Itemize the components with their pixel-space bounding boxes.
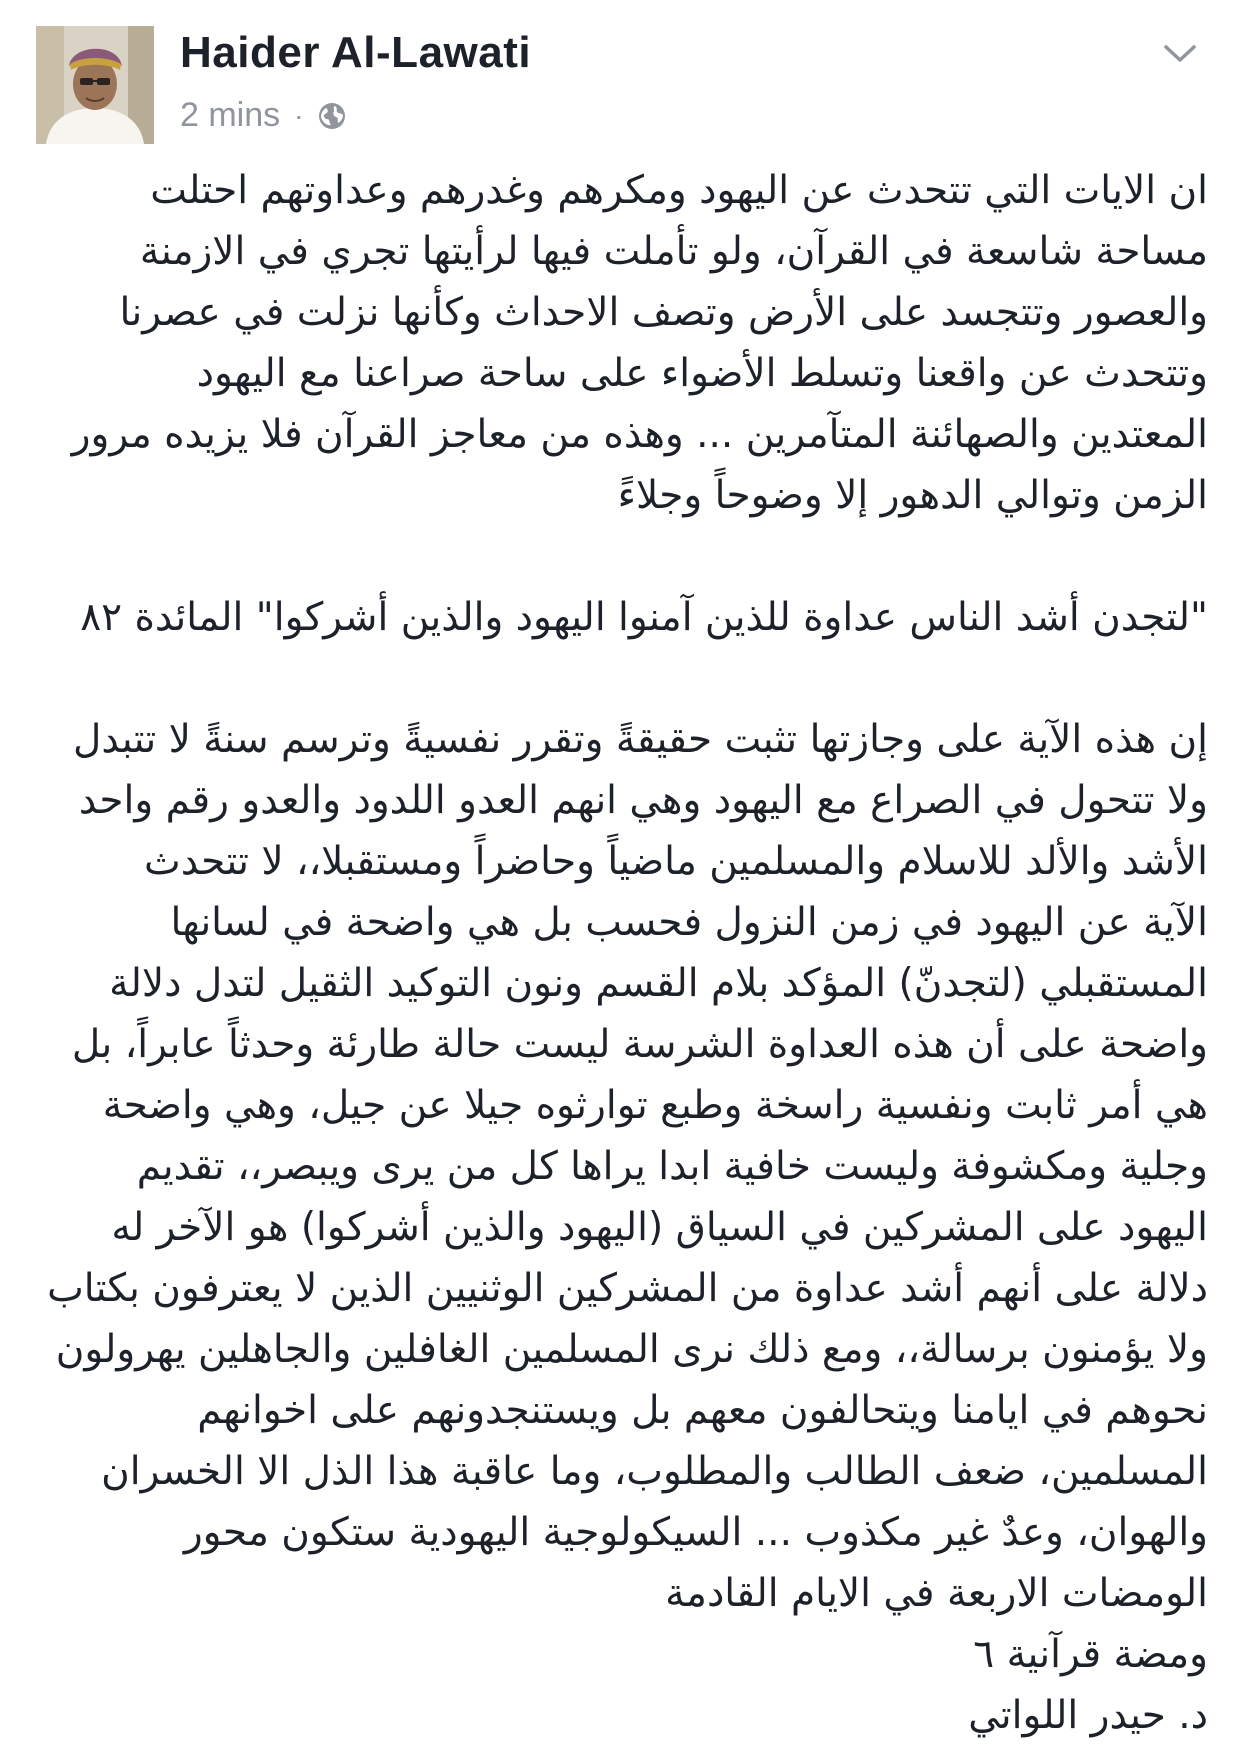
body-line: وجلية ومكشوفة وليست خافية ابدا يراها كل من يرى ويبصر،، تقديم	[136, 1144, 1208, 1189]
post-body	[44, 160, 1208, 1746]
body-line: والعصور وتتجسد على الأرض وتصف الاحداث وكأنها نزلت في عصرنا	[119, 290, 1208, 335]
avatar[interactable]	[36, 26, 154, 144]
meta-separator: ·	[294, 99, 304, 131]
body-line: والهوان، وعدٌ غير مكذوب ... السيكولوجية اليهودية ستكون محور	[183, 1510, 1208, 1555]
verse-line: "لتجدن أشد الناس عداوة للذين آمنوا اليهود والذين أشركوا" المائدة ٨٢	[80, 595, 1208, 640]
body-line: ولا يؤمنون برسالة،، ومع ذلك نرى المسلمين الغافلين والجاهلين يهرولون	[55, 1327, 1208, 1372]
body-line: نحوهم في ايامنا ويتحالفون معهم بل ويستنجدونهم على اخوانهم	[197, 1388, 1208, 1433]
paragraph-gap	[44, 526, 1208, 587]
body-line: دلالة على أنهم أشد عداوة من المشركين الوثنيين الذين لا يعترفون بكتاب	[47, 1266, 1208, 1311]
chevron-down-icon[interactable]	[1160, 38, 1200, 68]
post-header	[0, 0, 1242, 160]
body-line: الأشد والألد للاسلام والمسلمين ماضياً وحاضراً ومستقبلا،، لا تتحدث	[143, 839, 1208, 884]
body-line: المسلمين، ضعف الطالب والمطلوب، وما عاقبة هذا الذل الا الخسران	[101, 1449, 1208, 1494]
author-name[interactable]: Haider Al-Lawati	[180, 28, 532, 77]
body-line: مساحة شاسعة في القرآن، ولو تأملت فيها لرأيتها تجري في الازمنة	[139, 229, 1208, 274]
body-line: الومضات الاربعة في الايام القادمة	[665, 1571, 1208, 1616]
body-line: المستقبلي (لتجدنّ) المؤكد بلام القسم ونون التوكيد الثقيل لتدل دلالة	[109, 961, 1208, 1006]
paragraph-commentary	[44, 709, 1208, 1746]
body-line: ولا تتحول في الصراع مع اليهود وهي انهم العدو اللدود والعدو رقم واحد	[78, 778, 1208, 823]
quoted-verse	[44, 587, 1208, 648]
body-line: إن هذه الآية على وجازتها تثبت حقيقةً وتقرر نفسيةً وترسم سنةً لا تتبدل	[73, 717, 1208, 762]
body-line: واضحة على أن هذه العداوة الشرسة ليست حالة طارئة وحدثاً عابراً، بل	[71, 1022, 1208, 1067]
body-line: وتتحدث عن واقعنا وتسلط الأضواء على ساحة صراعنا مع اليهود	[196, 351, 1208, 396]
body-line: المعتدين والصهائنة المتآمرين ... وهذه من معاجز القرآن فلا يزيده مرور	[71, 412, 1208, 457]
author-signature: د. حيدر اللواتي	[968, 1693, 1208, 1738]
body-line: ان الايات التي تتحدث عن اليهود ومكرهم وغدرهم وعداوتهم احتلت	[150, 168, 1208, 213]
body-line: الآية عن اليهود في زمن النزول فحسب بل هي واضحة في لسانها	[170, 900, 1208, 945]
body-line: الزمن وتوالي الدهور إلا وضوحاً وجلاءً	[617, 473, 1208, 518]
body-line: اليهود على المشركين في السياق (اليهود والذين أشركوا) هو الآخر له	[111, 1205, 1208, 1250]
paragraph-gap	[44, 648, 1208, 709]
paragraph-intro	[44, 160, 1208, 526]
timestamp[interactable]: 2 mins	[180, 96, 281, 134]
body-line: هي أمر ثابت ونفسية راسخة وطبع توارثوه جيلا عن جيل، وهي واضحة	[102, 1083, 1208, 1128]
post-meta	[180, 96, 347, 135]
series-label: ومضة قرآنية ٦	[973, 1632, 1208, 1677]
avatar-photo	[36, 26, 154, 144]
globe-icon[interactable]	[317, 101, 347, 131]
